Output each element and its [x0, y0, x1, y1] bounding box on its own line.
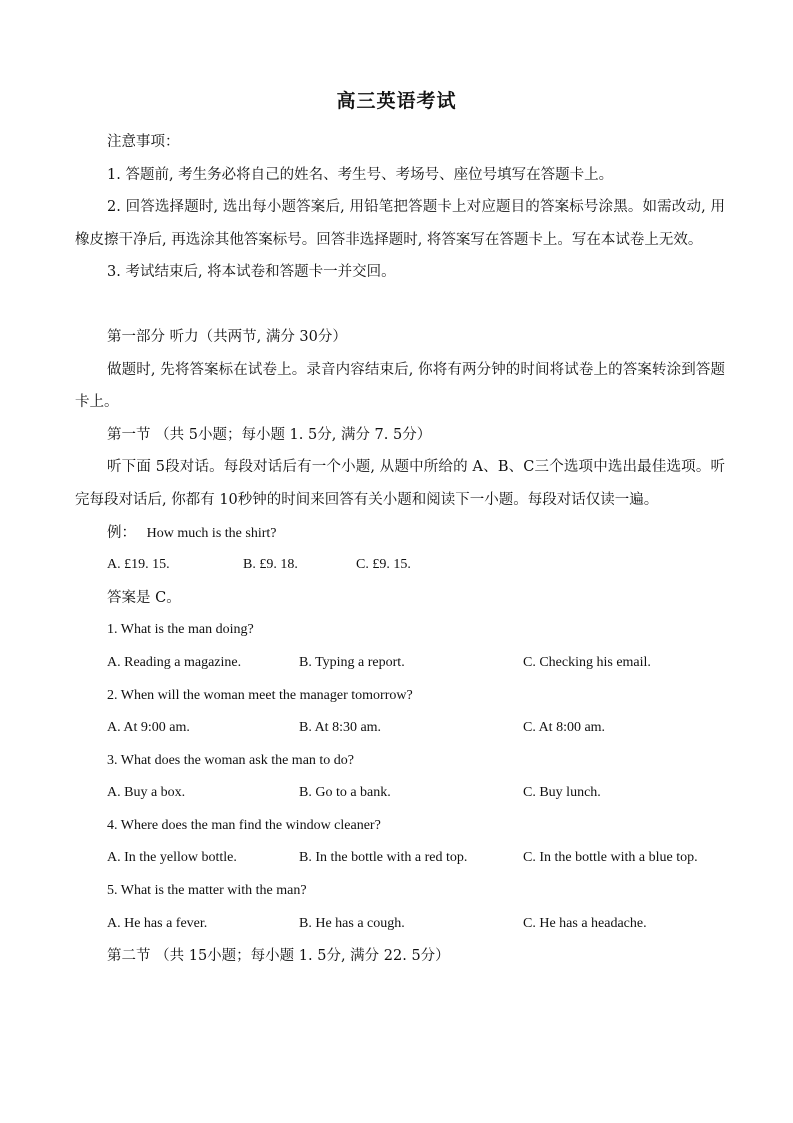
question-4-option-c: C. In the bottle with a blue top. — [523, 850, 698, 866]
example-options — [75, 549, 725, 582]
example-option-c: C. £9. 15. — [356, 557, 411, 573]
page-title: 高三英语考试 — [336, 90, 457, 112]
question-2-option-b: B. At 8:30 am. — [299, 720, 382, 736]
section1-heading: 第一节 （共 5小题；每小题 1. 5分, 满分 7. 5分） — [107, 426, 432, 443]
part1-instruction: 做题时, 先将答案标在试卷上。录音内容结束后, 你将有两分钟的时间将试卷上的答案转涂到答题卡上。 — [75, 361, 725, 411]
question-1-option-c: C. Checking his email. — [523, 654, 651, 670]
question-1-options — [75, 647, 725, 680]
question-4-option-b: B. In the bottle with a red top. — [299, 850, 468, 866]
question-4-option-a: A. In the yellow bottle. — [107, 850, 237, 866]
question-5-option-b: B. He has a cough. — [299, 915, 405, 931]
notice-item-2: 2. 回答选择题时, 选出每小题答案后, 用铅笔把答题卡上对应题目的答案标号涂黑。如需改动, 用橡皮擦干净后, 再选涂其他答案标号。回答非选择题时, 将答案写在答题卡上。写在本试卷上无效。 — [75, 199, 725, 248]
exam-body — [75, 126, 725, 973]
question-2: 2. When will the woman meet the manager tomorrow? — [107, 687, 413, 703]
question-5-option-c: C. He has a headache. — [523, 915, 647, 931]
question-2-option-c: C. At 8:00 am. — [523, 720, 606, 736]
question-2-option-a: A. At 9:00 am. — [107, 720, 190, 736]
example-label: 例： — [107, 524, 136, 541]
question-5-option-a: A. He has a fever. — [107, 915, 208, 931]
question-4-options — [75, 842, 725, 875]
question-3-option-c: C. Buy lunch. — [523, 785, 601, 801]
example-option-a: A. £19. 15. — [107, 557, 170, 573]
section2-heading: 第二节 （共 15小题；每小题 1. 5分, 满分 22. 5分） — [107, 948, 450, 965]
example-question — [75, 517, 725, 550]
question-3: 3. What does the woman ask the man to do? — [107, 752, 355, 768]
example-option-b: B. £9. 18. — [243, 557, 298, 573]
question-5-options — [75, 908, 725, 941]
notice-item-3: 3. 考试结束后, 将本试卷和答题卡一并交回。 — [107, 264, 396, 281]
part1-heading: 第一部分 听力（共两节, 满分 30分） — [107, 328, 347, 345]
question-3-options — [75, 777, 725, 810]
question-1: 1. What is the man doing? — [107, 622, 254, 638]
example-answer: 答案是 C。 — [107, 589, 181, 606]
example-question-text: How much is the shirt? — [146, 525, 277, 541]
question-3-option-b: B. Go to a bank. — [299, 785, 391, 801]
section1-instruction: 听下面 5段对话。每段对话后有一个小题, 从题中所给的 A、B、C三个选项中选出最佳选项。听完每段对话后, 你都有 10秒钟的时间来回答有关小题和阅读下一小题。每段对话仅读一遍。 — [75, 459, 725, 508]
section-spacer — [75, 289, 725, 321]
question-2-options — [75, 712, 725, 745]
question-4: 4. Where does the man find the window cleaner? — [107, 817, 381, 833]
question-1-option-a: A. Reading a magazine. — [107, 654, 242, 670]
question-3-option-a: A. Buy a box. — [107, 785, 186, 801]
question-1-option-b: B. Typing a report. — [299, 654, 405, 670]
notice-item-1: 1. 答题前, 考生务必将自己的姓名、考生号、考场号、座位号填写在答题卡上。 — [107, 166, 614, 183]
question-5: 5. What is the matter with the man? — [107, 883, 307, 899]
notice-heading: 注意事项： — [107, 134, 180, 150]
